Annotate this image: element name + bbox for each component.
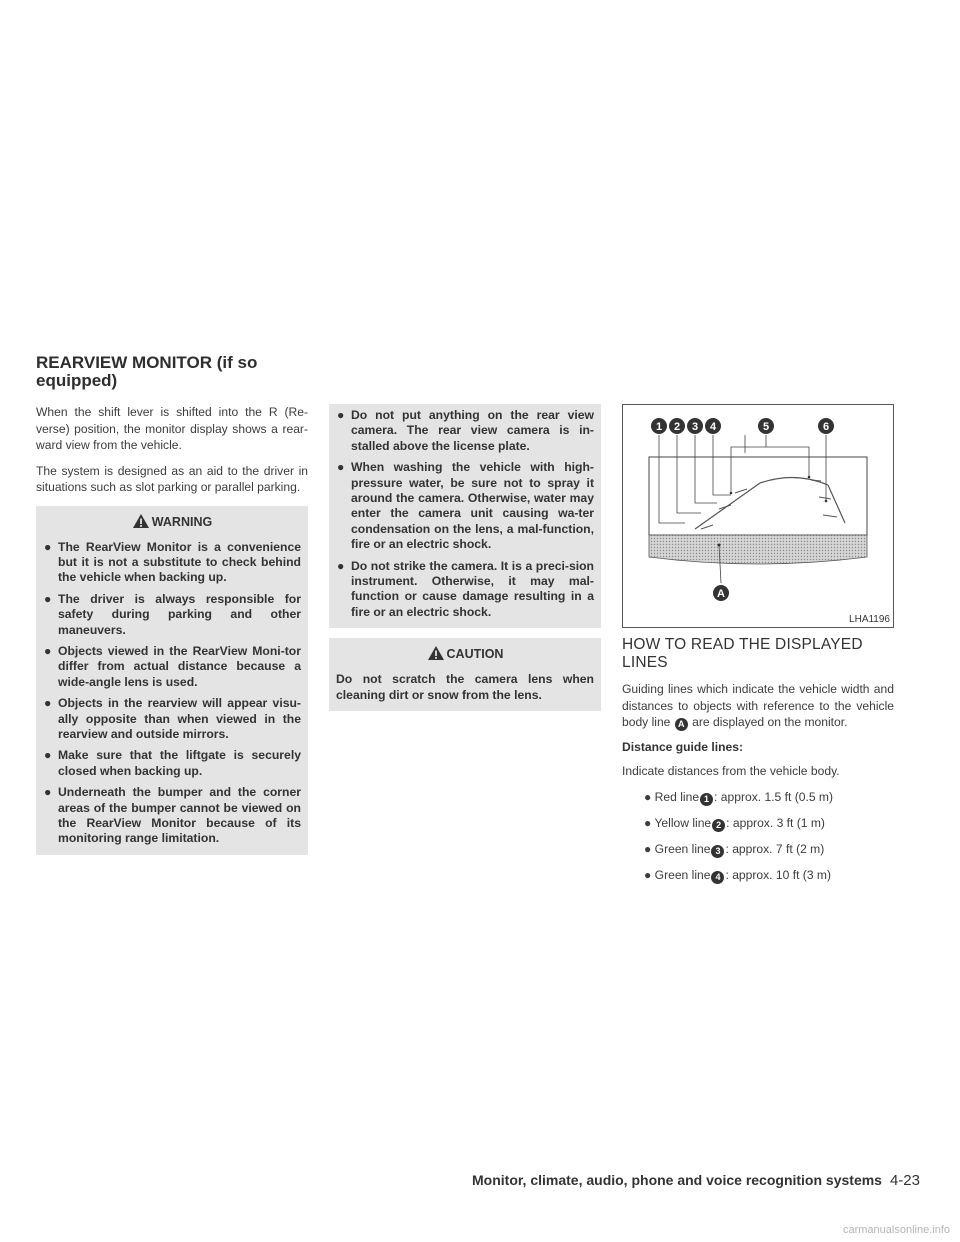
figure-code: LHA1196 xyxy=(849,614,890,625)
list-item: ● Green line 4 : approx. 10 ft (3 m) xyxy=(644,867,832,882)
list-item: ● The RearView Monitor is a convenience but it is not a substitute to check behind the vehicle when backing up. xyxy=(44,539,301,585)
column-1 xyxy=(36,404,308,855)
list-item: ● Green line 3 : approx. 7 ft (2 m) xyxy=(644,841,825,856)
list-item: ● Yellow line 2 : approx. 3 ft (1 m) xyxy=(644,815,825,830)
warning-triangle-icon xyxy=(132,513,150,534)
page-footer xyxy=(400,1172,920,1189)
callout-4: 4 xyxy=(709,421,717,433)
warning-box-continued xyxy=(329,404,601,628)
chapter-title: Monitor, climate, audio, phone and voice recognition systems xyxy=(472,1172,882,1188)
list-item: ● Do not strike the camera. It is a preci-sion instrument. Otherwise, it may mal-function or cause damage resulting in a fire or an electric shock. xyxy=(337,558,594,619)
list-item: ● The driver is always responsible for safety during parking and other maneuvers. xyxy=(44,591,301,637)
warning-box xyxy=(36,506,308,855)
caution-triangle-icon xyxy=(427,645,445,666)
warning-title: WARNING xyxy=(151,514,213,529)
callout-6: 6 xyxy=(822,421,830,433)
page-number: 4-23 xyxy=(889,1172,920,1189)
list-item: ● When washing the vehicle with high-pressure water, be sure not to spray it around the camera. Otherwise, water may enter the camera unit causing wa-ter condensation on the lens, a mal-function, fire or an electric shock. xyxy=(337,460,594,552)
caution-box xyxy=(329,638,601,711)
callout-1: 1 xyxy=(655,421,663,433)
watermark-text: carmanualsonline.info xyxy=(842,1224,950,1236)
callout-5: 5 xyxy=(762,421,770,433)
intro-paragraph-2: The system is designed as an aid to the driver in situations such as slot parking or parallel parking. xyxy=(36,463,308,494)
how-to-read-heading: HOW TO READ THE DISPLAYED LINES xyxy=(622,636,863,671)
list-item: ● Objects in the rearview will appear visu-ally opposite than when viewed in the rearview and outside mirrors. xyxy=(44,696,301,741)
caution-title: CAUTION xyxy=(446,647,504,662)
distance-guide-label: Distance guide lines: xyxy=(622,740,743,754)
distance-lines-list xyxy=(622,789,894,884)
warning-header xyxy=(43,513,301,534)
column-2 xyxy=(329,404,601,711)
vehicle-body-line xyxy=(649,535,867,564)
caution-text: Do not scratch the camera lens when cleaning dirt or snow from the lens. xyxy=(336,672,594,702)
list-item: ● Make sure that the liftgate is securely closed when backing up. xyxy=(44,748,301,778)
marker-4-icon: 4 xyxy=(711,871,724,884)
guide-lines-illustration xyxy=(623,405,893,627)
callout-a: A xyxy=(717,588,725,600)
section-title: REARVIEW MONITOR (if so equipped) xyxy=(36,353,258,390)
column-3 xyxy=(622,404,894,893)
caution-header xyxy=(336,645,594,666)
warning-list xyxy=(43,540,301,847)
callout-2: 2 xyxy=(673,421,681,433)
list-item: ● Red line 1 : approx. 1.5 ft (0.5 m) xyxy=(644,789,834,804)
list-item: ● Objects viewed in the RearView Moni-tor differ from actual distance because a wide-angle lens is used. xyxy=(44,643,301,689)
list-item: ● Do not put anything on the rear view camera. The rear view camera is in-stalled above the license plate. xyxy=(337,408,594,453)
marker-a-icon: A xyxy=(675,718,688,731)
marker-2-icon: 2 xyxy=(712,819,725,832)
guiding-lines-paragraph: Guiding lines which indicate the vehicle width and distances to objects with reference to the vehicle body line A are displayed on the monitor. xyxy=(622,682,894,729)
callout-3: 3 xyxy=(691,421,699,433)
distance-intro: Indicate distances from the vehicle body. xyxy=(622,764,840,778)
list-item: ● Underneath the bumper and the corner areas of the bumper cannot be viewed on the RearView Monitor because of its monitoring range limitation. xyxy=(44,785,301,846)
marker-3-icon: 3 xyxy=(711,845,724,858)
warning-list-continued xyxy=(336,408,594,620)
rearview-diagram xyxy=(622,404,894,628)
intro-paragraph-1: When the shift lever is shifted into the R (Re-verse) position, the monitor display shows a rear-ward view from the vehicle. xyxy=(36,405,308,452)
marker-1-icon: 1 xyxy=(700,793,713,806)
